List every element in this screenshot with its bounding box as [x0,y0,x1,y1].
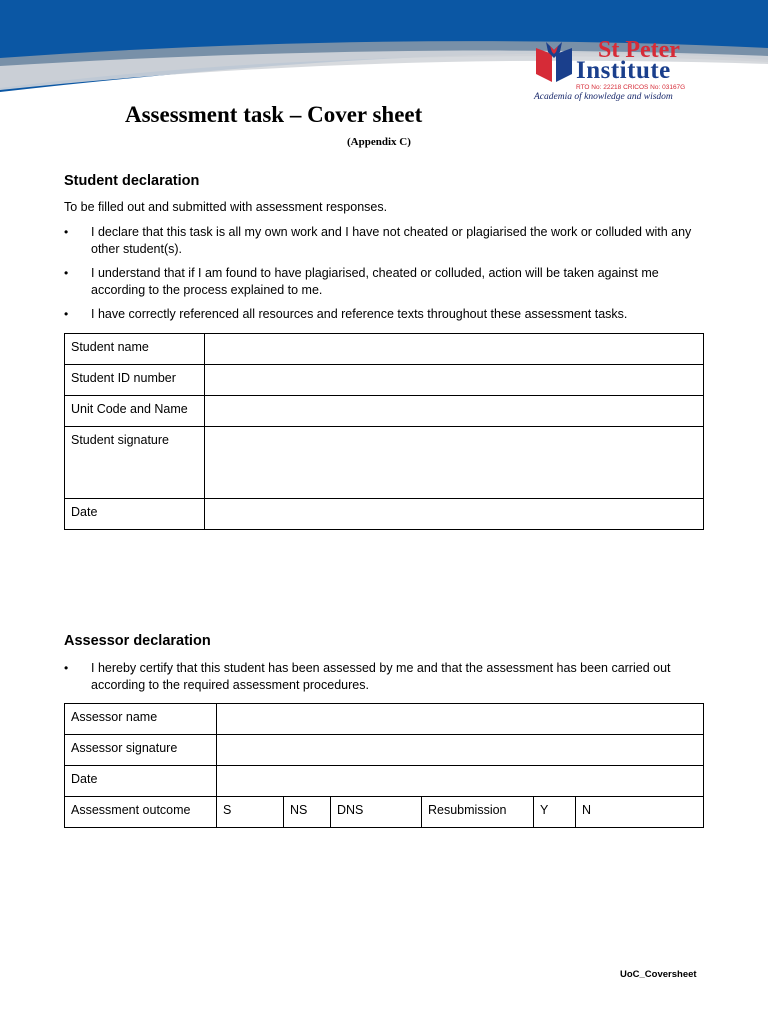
institute-logo [530,38,710,108]
table-row [65,499,704,530]
list-item: • I hereby certify that this student has been assessed by me and that the assessment has been carried out according to the required assessment procedures. [64,660,704,694]
assessor-signature-field[interactable] [217,735,704,766]
assessor-date-field[interactable] [217,766,704,797]
outcome-option-y[interactable]: Y [534,797,576,828]
student-declaration-heading: Student declaration [64,173,200,189]
assessor-declaration-heading: Assessor declaration [64,633,211,649]
unit-code-label: Unit Code and Name [65,396,205,427]
unit-code-field[interactable] [205,396,704,427]
logo-wordmark [576,38,680,83]
logo-tagline: Academia of knowledge and wisdom [534,92,673,102]
student-name-field[interactable] [205,334,704,365]
student-date-label: Date [65,499,205,530]
student-name-label: Student name [65,334,205,365]
assessor-signature-label: Assessor signature [65,735,217,766]
student-signature-label: Student signature [65,427,205,499]
table-row [65,797,704,828]
logo-line-1: St Peter [598,37,680,63]
outcome-option-ns[interactable]: NS [284,797,331,828]
student-id-label: Student ID number [65,365,205,396]
table-row [65,365,704,396]
page-title: Assessment task – Cover sheet [125,102,423,127]
outcome-option-n[interactable]: N [576,797,704,828]
list-item: • I declare that this task is all my own work and I have not cheated or plagiarised the work or colluded with any other student(s). [64,224,704,258]
table-row [65,735,704,766]
table-row [65,766,704,797]
table-row [65,427,704,499]
page-subtitle: (Appendix C) [347,136,411,148]
logo-registration: RTO No: 22218 CRICOS No: 03167G [576,84,686,91]
outcome-option-s[interactable]: S [217,797,284,828]
list-item: • I understand that if I am found to have plagiarised, cheated or colluded, action will be taken against me according to the process explained to me. [64,265,704,299]
footer-code: UoC_Coversheet [620,969,697,980]
assessor-declaration-list [64,660,704,701]
student-date-field[interactable] [205,499,704,530]
assessor-details-table [64,703,704,828]
assessment-outcome-label: Assessment outcome [65,797,217,828]
book-emblem-icon [534,40,574,84]
student-id-field[interactable] [205,365,704,396]
assessor-name-field[interactable] [217,704,704,735]
table-row [65,396,704,427]
student-signature-field[interactable] [205,427,704,499]
list-item: • I have correctly referenced all resources and reference texts throughout these assessment tasks. [64,306,704,323]
student-details-table [64,333,704,530]
student-declaration-intro: To be filled out and submitted with assessment responses. [64,200,388,214]
outcome-option-resubmission[interactable]: Resubmission [422,797,534,828]
outcome-option-dns[interactable]: DNS [331,797,422,828]
assessor-name-label: Assessor name [65,704,217,735]
logo-line-2: Institute [576,57,671,84]
table-row [65,334,704,365]
table-row [65,704,704,735]
assessor-date-label: Date [65,766,217,797]
student-declaration-list [64,224,704,330]
